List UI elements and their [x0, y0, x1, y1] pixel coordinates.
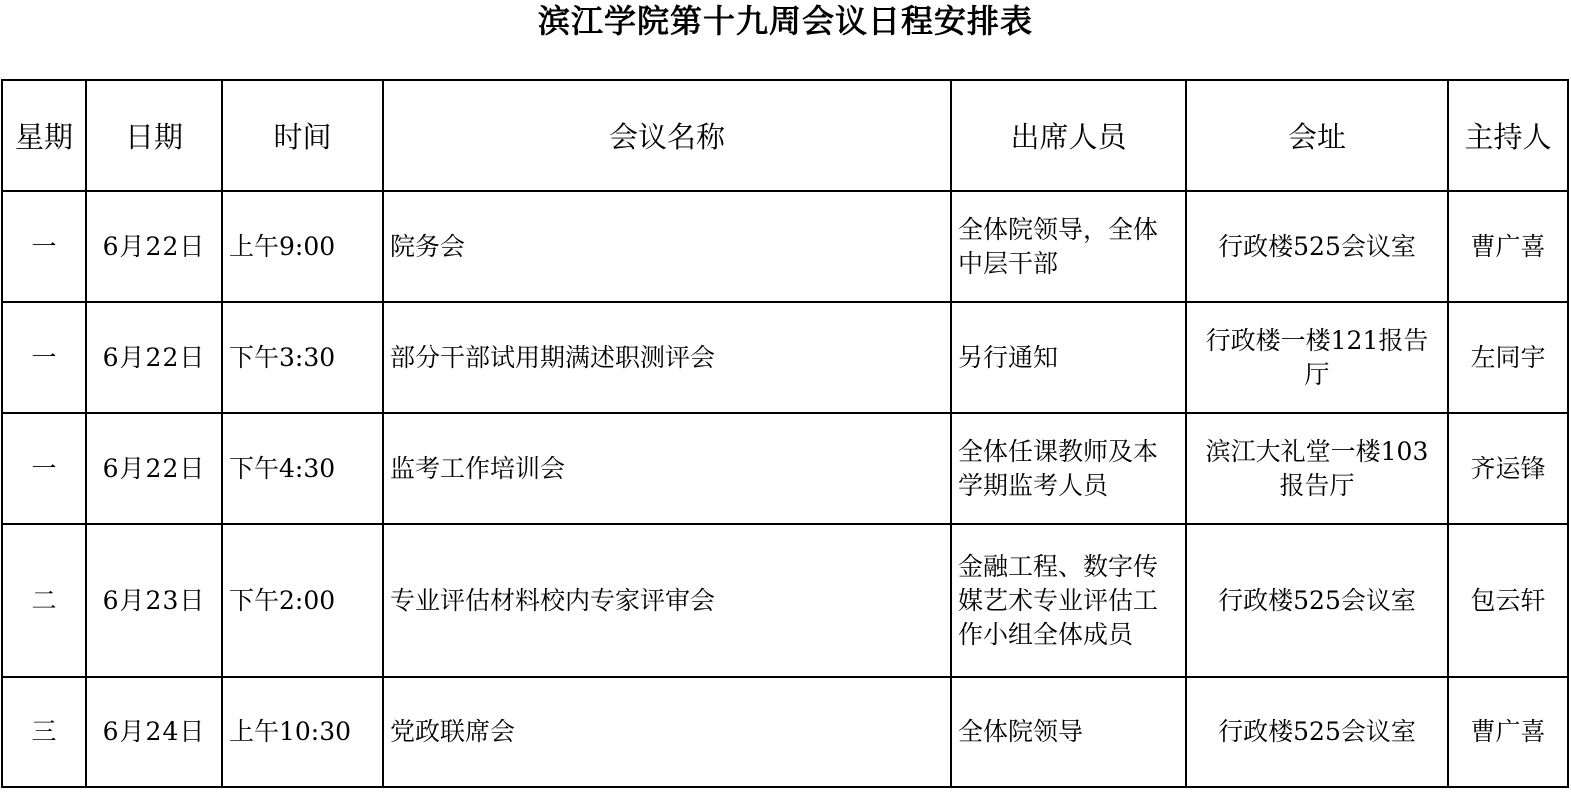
cell-attendees: 全体院领导，全体中层干部	[951, 191, 1186, 302]
cell-date: 6月22日	[86, 302, 222, 413]
cell-weekday: 一	[2, 191, 86, 302]
cell-venue: 滨江大礼堂一楼103报告厅	[1186, 413, 1448, 524]
cell-host: 齐运锋	[1448, 413, 1568, 524]
cell-meeting: 部分干部试用期满述职测评会	[383, 302, 951, 413]
header-attendees: 出席人员	[951, 80, 1186, 191]
cell-weekday: 三	[2, 677, 86, 787]
cell-attendees: 全体任课教师及本学期监考人员	[951, 413, 1186, 524]
cell-attendees: 金融工程、数字传媒艺术专业评估工作小组全体成员	[951, 524, 1186, 677]
table-row	[2, 524, 1568, 677]
header-meeting: 会议名称	[383, 80, 951, 191]
cell-date: 6月22日	[86, 413, 222, 524]
cell-attendees: 另行通知	[951, 302, 1186, 413]
cell-time: 下午2:00	[222, 524, 383, 677]
meeting-schedule-table	[1, 79, 1569, 788]
cell-time: 上午9:00	[222, 191, 383, 302]
cell-meeting: 专业评估材料校内专家评审会	[383, 524, 951, 677]
header-time: 时间	[222, 80, 383, 191]
cell-host: 曹广喜	[1448, 191, 1568, 302]
header-venue: 会址	[1186, 80, 1448, 191]
header-host: 主持人	[1448, 80, 1568, 191]
table-row	[2, 191, 1568, 302]
cell-meeting: 院务会	[383, 191, 951, 302]
cell-venue: 行政楼525会议室	[1186, 677, 1448, 787]
cell-attendees: 全体院领导	[951, 677, 1186, 787]
cell-date: 6月24日	[86, 677, 222, 787]
cell-date: 6月22日	[86, 191, 222, 302]
table-row	[2, 677, 1568, 787]
cell-time: 下午4:30	[222, 413, 383, 524]
cell-host: 左同宇	[1448, 302, 1568, 413]
cell-venue: 行政楼525会议室	[1186, 524, 1448, 677]
header-date: 日期	[86, 80, 222, 191]
table-row	[2, 413, 1568, 524]
cell-host: 曹广喜	[1448, 677, 1568, 787]
cell-meeting: 监考工作培训会	[383, 413, 951, 524]
cell-venue: 行政楼一楼121报告厅	[1186, 302, 1448, 413]
cell-weekday: 一	[2, 302, 86, 413]
table-header-row	[2, 80, 1568, 191]
cell-weekday: 二	[2, 524, 86, 677]
cell-date: 6月23日	[86, 524, 222, 677]
cell-time: 上午10:30	[222, 677, 383, 787]
cell-host: 包云轩	[1448, 524, 1568, 677]
cell-time: 下午3:30	[222, 302, 383, 413]
cell-venue: 行政楼525会议室	[1186, 191, 1448, 302]
header-weekday: 星期	[2, 80, 86, 191]
cell-meeting: 党政联席会	[383, 677, 951, 787]
cell-weekday: 一	[2, 413, 86, 524]
table-row	[2, 302, 1568, 413]
page-title: 滨江学院第十九周会议日程安排表	[537, 2, 1033, 40]
